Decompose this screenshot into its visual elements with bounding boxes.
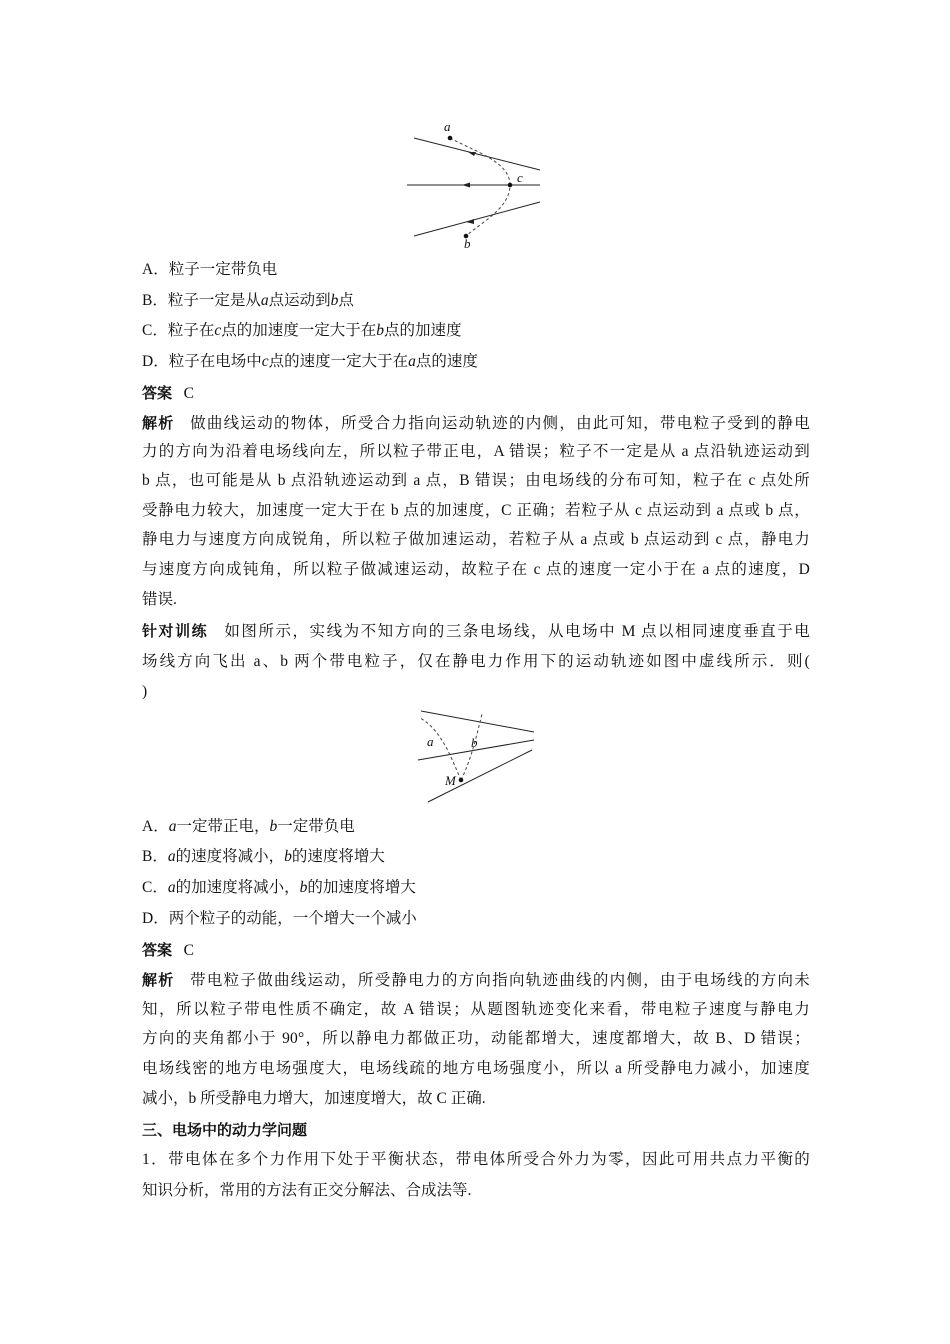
q1-analysis-line-7: 错误. bbox=[142, 591, 177, 608]
q2-option-d: D．两个粒子的动能，一个增大一个减小 bbox=[142, 910, 417, 927]
q1-analysis-line-4: 受静电力较大，加速度一定大于在 b 点的加速度，C 正确；若粒子从 c 点运动到 a 点或 b 点， bbox=[142, 502, 810, 519]
label-c: c bbox=[517, 170, 523, 185]
q1-option-c: C．粒子在c点的加速度一定大于在b点的加速度 bbox=[142, 322, 462, 339]
section3-line-1: 1．带电体在多个力作用下处于平衡状态，带电体所受合外力为零，因此可用共点力平衡的 bbox=[142, 1151, 810, 1168]
q2-analysis-line-3: 方向的夹角都小于 90°，所以静电力都做正功，动能都增大，速度都增大，故 B、D 错误； bbox=[142, 1030, 810, 1047]
field-arrow-top bbox=[468, 152, 476, 156]
q2-analysis-line-4: 电场线密的地方电场强度大，电场线疏的地方电场强度小，所以 a 所受静电力减小，加速度 bbox=[142, 1060, 810, 1077]
q2-option-b: B．a的速度将减小，b的速度将增大 bbox=[142, 848, 385, 865]
q2-answer: 答案 C bbox=[142, 941, 194, 959]
q1-option-d: D．粒子在电场中c点的速度一定大于在a点的速度 bbox=[142, 353, 478, 370]
label-b: b bbox=[471, 735, 478, 750]
training-line-3: ) bbox=[142, 683, 148, 700]
label-a: a bbox=[444, 119, 451, 134]
q2-analysis-line-1: 解析 带电粒子做曲线运动，所受静电力的方向指向轨迹曲线的内侧，由于电场线的方向未 bbox=[142, 971, 810, 989]
q1-analysis-line-6: 与速度方向成钝角，所以粒子做减速运动，故粒子在 c 点的速度一定小于在 a 点的速度，D bbox=[142, 561, 810, 578]
q1-option-a: A．粒子一定带负电 bbox=[142, 261, 278, 278]
section3-line-2: 知识分析，常用的方法有正交分解法、合成法等. bbox=[142, 1182, 472, 1199]
q1-analysis-line-5: 静电力与速度方向成锐角，所以粒子做加速运动，若粒子从 a 点或 b 点运动到 c 点，静电力 bbox=[142, 531, 810, 548]
section-heading: 三、电场中的动力学问题 bbox=[142, 1121, 308, 1139]
label-M: M bbox=[445, 773, 456, 788]
label-a: a bbox=[427, 734, 434, 749]
field-arrow-middle bbox=[462, 183, 470, 188]
q2-option-c: C．a的加速度将减小，b的加速度将增大 bbox=[142, 879, 416, 896]
training-line-1: 针对训练 如图所示，实线为不知方向的三条电场线，从电场中 M 点以相同速度垂直于电 bbox=[142, 622, 810, 640]
q1-analysis-line-2: 力的方向为沿着电场线向左，所以粒子带正电，A 错误；粒子不一定是从 a 点沿轨迹运动到 bbox=[142, 443, 810, 460]
q2-analysis-line-5: 减小，b 所受静电力增大，加速度增大，故 C 正确. bbox=[142, 1090, 486, 1107]
q1-analysis-line-3: b 点，也可能是从 b 点沿轨迹运动到 a 点，B 错误；由电场线的分布可知，粒子在 c 点处所 bbox=[142, 472, 810, 489]
q2-analysis-line-2: 知，所以粒子带电性质不确定，故 A 错误；从题图轨迹变化来看，带电粒子速度与静电力 bbox=[142, 1001, 810, 1018]
q1-option-b: B．粒子一定是从a点运动到b点 bbox=[142, 292, 354, 309]
q2-option-a: A．a一定带正电，b一定带负电 bbox=[142, 818, 355, 835]
q1-analysis-line-1: 解析 做曲线运动的物体，所受合力指向运动轨迹的内侧，由此可知，带电粒子受到的静电 bbox=[142, 414, 810, 432]
q1-answer: 答案 C bbox=[142, 384, 194, 402]
field-lines-figure-1 bbox=[404, 118, 544, 250]
training-line-2: 场线方向飞出 a、b 两个带电粒子，仅在静电力作用下的运动轨迹如图中虚线所示．则( bbox=[142, 653, 810, 670]
field-lines-figure-2 bbox=[414, 708, 538, 804]
label-b: b bbox=[464, 236, 471, 250]
